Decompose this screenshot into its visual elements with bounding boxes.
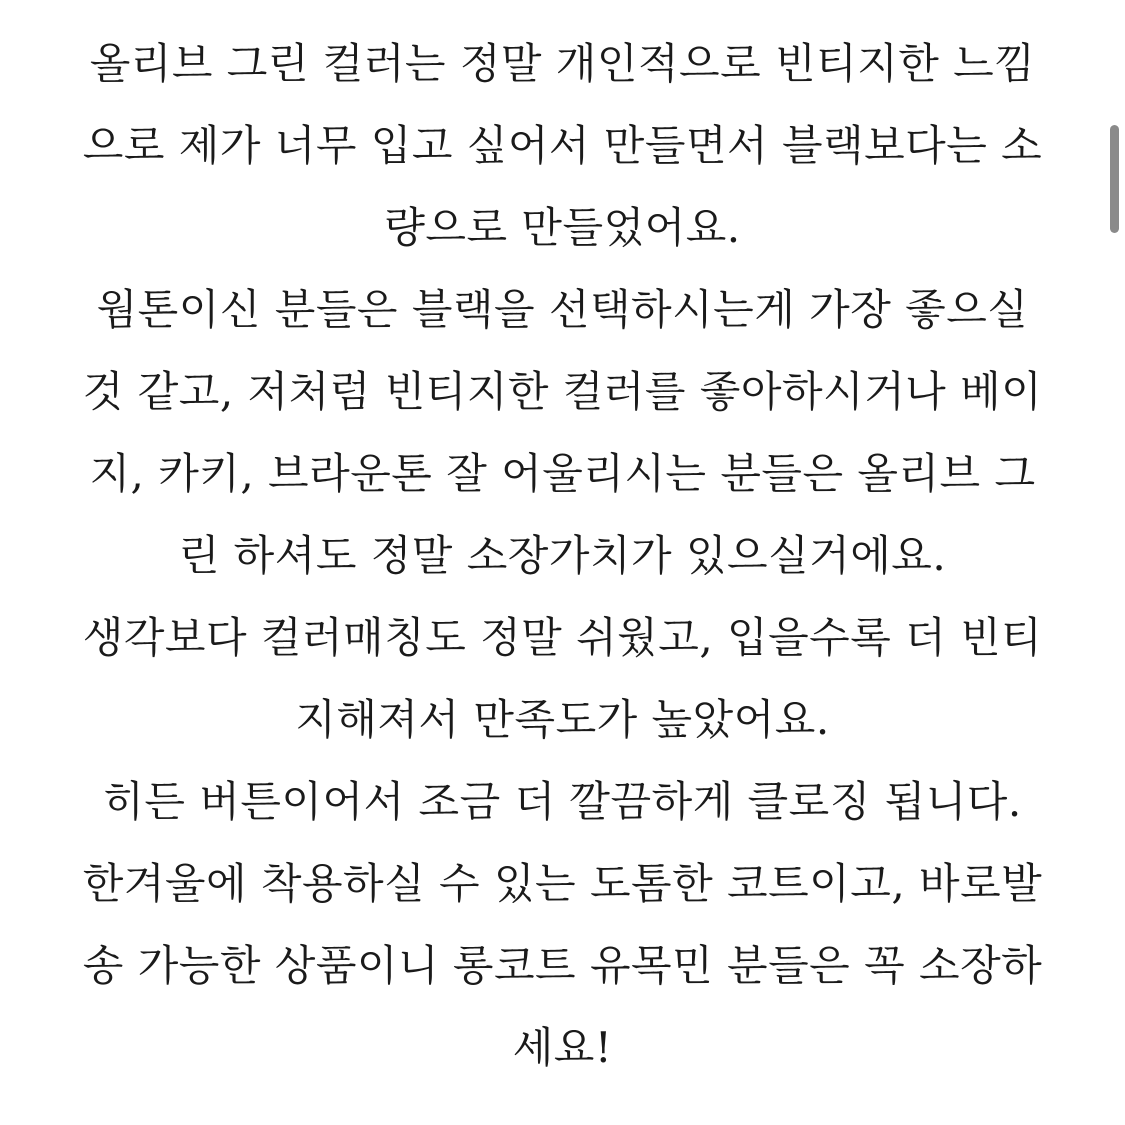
- description-line: 량으로 만들었어요.: [384, 203, 741, 252]
- description-line: 것 같고, 저처럼 빈티지한 컬러를 좋아하시거나 베이: [82, 367, 1043, 416]
- description-line: 세요!: [512, 1023, 613, 1072]
- scrollbar-thumb[interactable]: [1110, 125, 1119, 233]
- description-line: 히든 버튼이어서 조금 더 깔끔하게 클로징 됩니다.: [103, 777, 1022, 826]
- description-line: 송 가능한 상품이니 롱코트 유목민 분들은 꼭 소장하: [82, 941, 1043, 990]
- description-line: 한겨울에 착용하실 수 있는 도톰한 코트이고, 바로발: [82, 859, 1043, 908]
- description-line: 으로 제가 너무 입고 싶어서 만들면서 블랙보다는 소: [82, 121, 1043, 170]
- description-line: 지, 카키, 브라운톤 잘 어울리시는 분들은 올리브 그: [89, 449, 1036, 498]
- description-line: 린 하셔도 정말 소장가치가 있으실거에요.: [178, 531, 947, 580]
- description-line: 생각보다 컬러매칭도 정말 쉬웠고, 입을수록 더 빈티: [82, 613, 1043, 662]
- product-description: [40, 23, 1085, 1089]
- scrollbar[interactable]: [1099, 0, 1125, 1125]
- description-line: 올리브 그린 컬러는 정말 개인적으로 빈티지한 느낌: [89, 39, 1036, 88]
- description-line: 지해져서 만족도가 높았어요.: [295, 695, 830, 744]
- description-line: 웜톤이신 분들은 블랙을 선택하시는게 가장 좋으실: [96, 285, 1029, 334]
